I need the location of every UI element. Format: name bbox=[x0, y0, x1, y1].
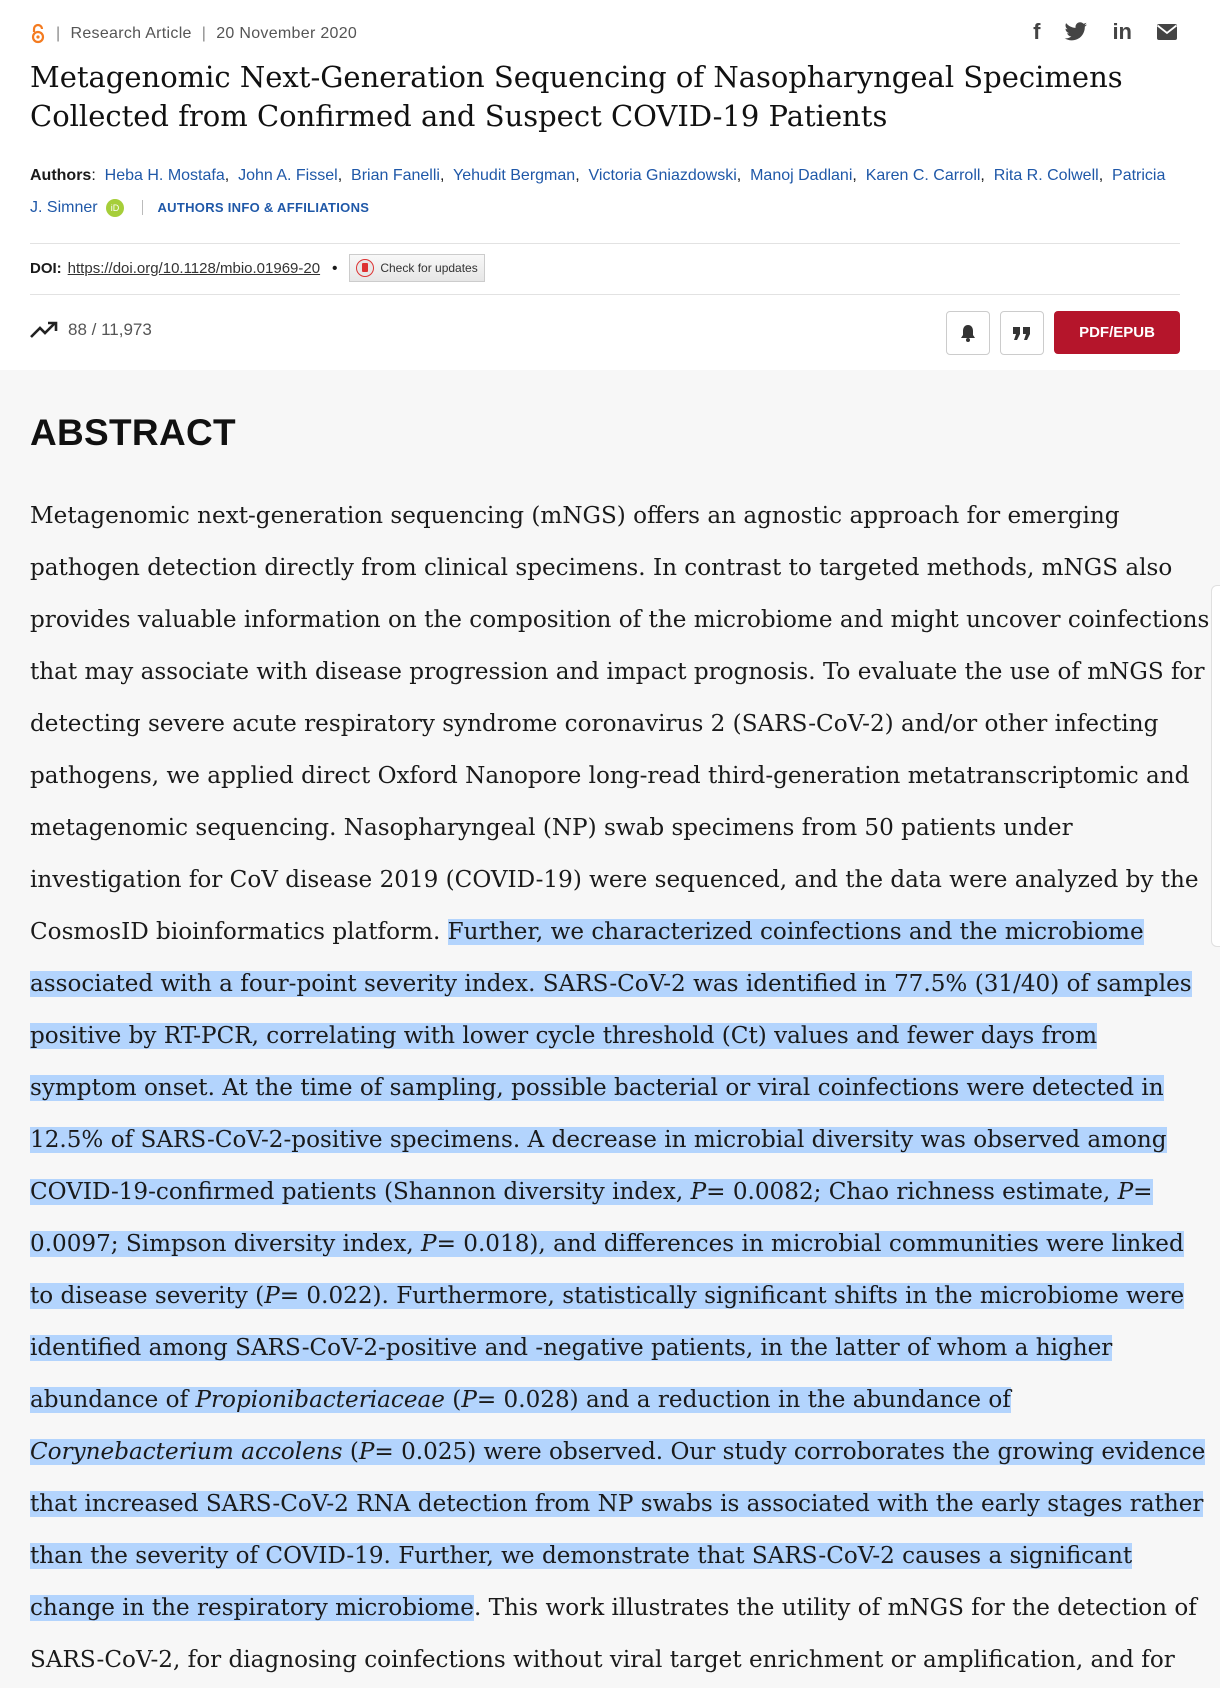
twitter-icon[interactable] bbox=[1064, 22, 1088, 42]
abstract-text bbox=[30, 490, 1210, 1686]
open-access-icon bbox=[30, 23, 46, 45]
email-icon[interactable] bbox=[1156, 23, 1178, 41]
taxon-name: Propionibacteriaceae bbox=[195, 1387, 445, 1413]
author-link[interactable]: Patricia J. Simner bbox=[30, 167, 1166, 216]
orcid-icon[interactable]: iD bbox=[106, 199, 124, 217]
bell-icon bbox=[960, 324, 976, 342]
author-link[interactable]: Victoria Gniazdowski bbox=[588, 167, 737, 184]
check-for-updates-label: Check for updates bbox=[380, 261, 478, 275]
author-link[interactable]: Manoj Dadlani bbox=[750, 167, 853, 184]
publication-date: 20 November 2020 bbox=[216, 25, 358, 42]
p-value-label: P bbox=[1117, 1179, 1134, 1205]
doi-label: DOI: bbox=[30, 259, 62, 277]
p-value-label: P bbox=[421, 1231, 437, 1257]
author-link[interactable]: Brian Fanelli bbox=[351, 167, 440, 184]
p-value-label: P bbox=[264, 1283, 280, 1309]
metrics[interactable] bbox=[30, 320, 152, 340]
divider bbox=[30, 243, 1180, 244]
abstract-text-part: = 0.028) and a reduction in the abundance of bbox=[476, 1387, 1011, 1413]
crossmark-icon bbox=[356, 259, 374, 277]
p-value-label: P bbox=[461, 1387, 477, 1413]
abstract-text-part: Further, we characterized coinfections and the microbiome associated with a four-point severity index. SARS-CoV-2 was identified in 77.5% (31/40) of samples positive by RT-PCR, correlating with lower cycle threshold (Ct) values and fewer days from symptom onset. At the time of sampling, possible bacterial or viral coinfections were detected in 12.5% of SARS-CoV-2-positive specimens. A decrease in microbial diversity was observed among COVID-19-confirmed patients (Shannon diversity index, bbox=[30, 919, 1192, 1205]
abstract-text-part: Metagenomic next-generation sequencing (mNGS) offers an agnostic approach for emerging pathogen detection directly from clinical specimens. In contrast to targeted methods, mNGS also provides valuable information on the composition of the microbiome and might uncover coinfections that may associate with disease progression and impact prognosis. To evaluate the use of mNGS for detecting severe acute respiratory syndrome coronavirus 2 (SARS-CoV-2) and/or other infecting pathogens, we applied direct Oxford Nanopore long-read third-generation metatranscriptomic and metagenomic sequencing. Nasopharyngeal (NP) swab specimens from 50 patients under investigation for CoV disease 2019 (COVID-19) were sequenced, and the data were analyzed by the CosmosID bioinformatics platform. bbox=[30, 503, 1210, 945]
meta-separator: | bbox=[56, 25, 61, 42]
metrics-value: 88 / 11,973 bbox=[68, 320, 152, 339]
author-link[interactable]: John A. Fissel bbox=[238, 167, 338, 184]
bullet-separator: • bbox=[332, 259, 338, 277]
linkedin-icon[interactable]: in bbox=[1112, 19, 1132, 44]
text-selection[interactable] bbox=[30, 919, 1205, 1621]
article-title: Metagenomic Next-Generation Sequencing of Nasopharyngeal Specimens Collected from Confirmed and Suspect COVID-19 Patients bbox=[30, 60, 1123, 133]
trending-icon bbox=[30, 321, 58, 339]
doi-row bbox=[30, 256, 485, 280]
taxon-name: Corynebacterium accolens bbox=[30, 1439, 343, 1465]
author-list: Authors: Heba H. Mostafa, John A. Fissel, Brian Fanelli, Yehudit Bergman, Victoria Gniazdowski, Manoj Dadlani, Karen C. Carroll, Rita R. Colwell, Patricia J. Simner iD AUTHORS INFO & AFFILIATIONS bbox=[30, 167, 1166, 216]
abstract-text-part: ( bbox=[342, 1439, 359, 1465]
share-bar bbox=[1033, 18, 1178, 46]
author-link[interactable]: Heba H. Mostafa bbox=[104, 167, 225, 184]
abstract-heading: ABSTRACT bbox=[30, 412, 236, 453]
abstract-text-part: = 0.022). Furthermore, statistically significant shifts in the microbiome were identified among SARS-CoV-2-positive and -negative patients, in the latter of whom a higher abundance of bbox=[30, 1283, 1185, 1413]
p-value-label: P bbox=[690, 1179, 707, 1205]
author-link[interactable]: Rita R. Colwell bbox=[993, 167, 1099, 184]
article-type: Research Article bbox=[70, 25, 192, 42]
author-link[interactable]: Yehudit Bergman bbox=[453, 167, 576, 184]
article-meta bbox=[30, 22, 357, 46]
authors-affiliations-link[interactable]: AUTHORS INFO & AFFILIATIONS bbox=[142, 200, 369, 215]
abstract-text-part: = 0.0097; Simpson diversity index, bbox=[30, 1179, 1153, 1257]
abstract-text-part: = 0.0082; Chao richness estimate, bbox=[706, 1179, 1118, 1205]
doi-link[interactable]: https://doi.org/10.1128/mbio.01969-20 bbox=[67, 259, 321, 277]
authors-label: Authors bbox=[30, 167, 92, 184]
abstract-text-part: = 0.018), and differences in microbial communities were linked to disease severity ( bbox=[30, 1231, 1184, 1309]
facebook-icon[interactable]: f bbox=[1033, 19, 1041, 44]
check-for-updates-button[interactable] bbox=[349, 254, 484, 282]
side-panel-tab[interactable] bbox=[1211, 585, 1220, 947]
divider bbox=[30, 294, 1180, 295]
quote-icon bbox=[1012, 325, 1032, 341]
alert-button[interactable] bbox=[946, 311, 990, 355]
cite-button[interactable] bbox=[1000, 311, 1044, 355]
meta-separator: | bbox=[201, 25, 207, 42]
abstract-text-part: . This work illustrates the utility of mNGS for the detection of SARS-CoV-2, for diagnosing coinfections without viral target enrichment or amplification, and for bbox=[30, 1595, 1197, 1673]
article-header bbox=[0, 0, 1220, 370]
p-value-label: P bbox=[358, 1439, 375, 1465]
abstract-text-part: = 0.025) were observed. Our study corroborates the growing evidence that increased SARS-CoV-2 RNA detection from NP swabs is associated with the early stages rather than the severity of COVID-19. Further, we demonstrate that SARS-CoV-2 causes a significant change in the respiratory microbiome bbox=[30, 1439, 1206, 1621]
pdf-epub-button[interactable]: PDF/EPUB bbox=[1054, 311, 1180, 354]
author-link[interactable]: Karen C. Carroll bbox=[865, 167, 981, 184]
abstract-text-part: ( bbox=[444, 1387, 462, 1413]
